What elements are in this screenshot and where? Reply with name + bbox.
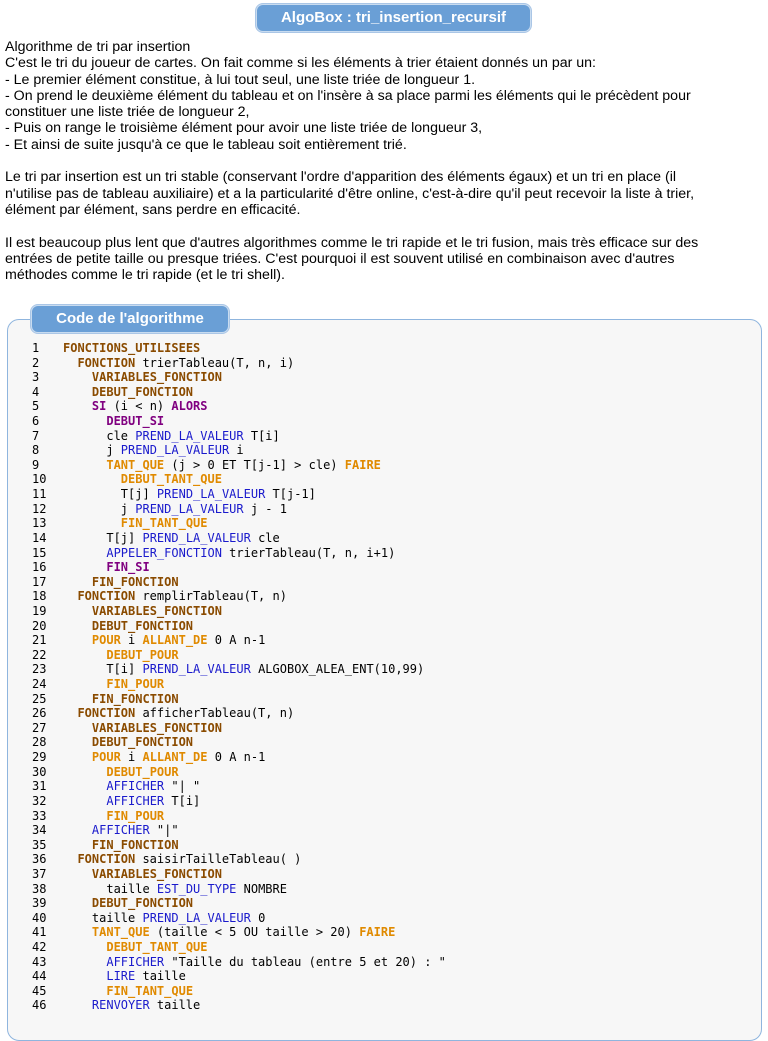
code-text xyxy=(63,385,193,400)
code-token: T[j] xyxy=(106,530,143,545)
code-line xyxy=(0,560,768,575)
code-token: i xyxy=(120,750,143,765)
code-keyword: PREND_LA_VALEUR xyxy=(142,530,251,545)
line-number: 32 xyxy=(32,793,47,808)
line-number: 7 xyxy=(32,428,40,443)
description-line: entrées de petite taille ou presque triées. C'est pourquoi il est souvent utilisé en combinaison avec d'autres xyxy=(5,250,675,267)
code-text xyxy=(63,779,200,794)
code-token: ALGOBOX_ALEA_ENT(10,99) xyxy=(250,662,425,677)
code-text xyxy=(63,414,164,429)
code-line xyxy=(0,955,768,970)
code-token: cle xyxy=(250,530,280,545)
line-number: 1 xyxy=(32,341,40,355)
code-text xyxy=(63,619,193,634)
code-keyword: PREND_LA_VALEUR xyxy=(142,662,251,677)
page-title: AlgoBox : tri_insertion_recursif xyxy=(256,4,531,32)
code-line xyxy=(0,502,768,517)
code-line xyxy=(0,867,768,882)
line-number: 41 xyxy=(32,925,47,940)
code-keyword: VARIABLES_FONCTION xyxy=(91,866,222,881)
code-keyword: VARIABLES_FONCTION xyxy=(91,720,222,735)
code-keyword: APPELER_FONCTION xyxy=(106,545,222,560)
code-keyword: PREND_LA_VALEUR xyxy=(135,428,244,443)
code-text xyxy=(63,911,265,926)
code-text xyxy=(63,531,280,546)
line-number: 43 xyxy=(32,954,47,969)
code-line xyxy=(0,575,768,590)
code-keyword: DEBUT_SI xyxy=(106,414,165,429)
code-keyword: FONCTION xyxy=(77,589,136,604)
code-text xyxy=(63,341,200,356)
code-keyword: PREND_LA_VALEUR xyxy=(142,910,251,925)
line-number: 42 xyxy=(32,939,47,954)
code-keyword: FONCTIONS_UTILISEES xyxy=(63,341,201,355)
code-text xyxy=(63,852,301,867)
code-keyword: EST_DU_TYPE xyxy=(156,881,237,896)
code-text xyxy=(63,604,222,619)
code-token: "Taille du tableau (entre 5 et 20) : " xyxy=(164,954,446,969)
code-keyword: FONCTION xyxy=(77,706,136,721)
line-number: 35 xyxy=(32,837,47,852)
code-text xyxy=(63,648,179,663)
code-text xyxy=(63,502,287,517)
line-number: 28 xyxy=(32,735,47,750)
code-keyword: FIN_SI xyxy=(106,560,150,575)
line-number: 27 xyxy=(32,720,47,735)
code-keyword: PREND_LA_VALEUR xyxy=(135,501,244,516)
line-number: 46 xyxy=(32,998,47,1013)
code-keyword: ALORS xyxy=(171,399,208,414)
code-line xyxy=(0,882,768,897)
line-number: 18 xyxy=(32,589,47,604)
code-line xyxy=(0,633,768,648)
code-line xyxy=(0,472,768,487)
code-keyword: DEBUT_POUR xyxy=(106,647,179,662)
code-text xyxy=(63,940,208,955)
code-text xyxy=(63,984,193,999)
code-keyword: DEBUT_FONCTION xyxy=(91,618,194,633)
code-token: taille xyxy=(149,998,201,1013)
line-number: 16 xyxy=(32,560,47,575)
code-keyword: FONCTION xyxy=(77,852,136,867)
code-text xyxy=(63,955,446,970)
code-text xyxy=(63,823,179,838)
code-keyword: AFFICHER xyxy=(91,823,150,838)
code-line xyxy=(0,779,768,794)
code-token: "|" xyxy=(149,823,179,838)
code-keyword: PREND_LA_VALEUR xyxy=(156,487,266,502)
description-line: n'utilise pas de tableau auxiliaire) et a la particularité d'être online, c'est-à-dire qu'il peut recevoir la liste à trier, xyxy=(5,185,695,202)
line-number: 15 xyxy=(32,545,47,560)
line-number: 33 xyxy=(32,808,47,823)
code-line xyxy=(0,662,768,677)
code-text xyxy=(63,809,164,824)
code-line xyxy=(0,370,768,385)
code-listing xyxy=(0,341,768,1013)
code-token: T[j] xyxy=(120,487,157,502)
line-number: 3 xyxy=(32,370,40,385)
line-number: 40 xyxy=(32,910,47,925)
code-line xyxy=(0,721,768,736)
code-keyword: ALLANT_DE xyxy=(142,633,208,648)
code-token: trierTableau(T, n, i+1) xyxy=(221,545,396,560)
line-number: 4 xyxy=(32,384,40,399)
line-number: 11 xyxy=(32,487,47,502)
code-keyword: FIN_POUR xyxy=(106,677,165,692)
code-keyword: FIN_FONCTION xyxy=(91,691,179,706)
code-text xyxy=(63,721,222,736)
code-line xyxy=(0,692,768,707)
description-line: - Le premier élément constitue, à lui tout seul, une liste triée de longueur 1. xyxy=(5,71,476,88)
code-keyword: POUR xyxy=(91,633,121,648)
code-token: taille xyxy=(91,910,143,925)
code-keyword: DEBUT_TANT_QUE xyxy=(120,472,222,487)
code-keyword: AFFICHER xyxy=(106,954,165,969)
code-text xyxy=(63,794,200,809)
code-text xyxy=(63,487,316,502)
code-token: (taille < 5 OU taille > 20) xyxy=(149,925,360,940)
code-token: afficherTableau(T, n) xyxy=(135,706,295,721)
line-number: 23 xyxy=(32,662,47,677)
code-token: j - 1 xyxy=(243,501,287,516)
code-line xyxy=(0,984,768,999)
line-number: 19 xyxy=(32,603,47,618)
code-line xyxy=(0,385,768,400)
code-text xyxy=(63,399,208,414)
code-line xyxy=(0,487,768,502)
description-line: - Et ainsi de suite jusqu'à ce que le tableau soit entièrement trié. xyxy=(5,136,407,153)
line-number: 30 xyxy=(32,764,47,779)
code-keyword: LIRE xyxy=(106,969,136,984)
code-text xyxy=(63,516,208,531)
code-text xyxy=(63,370,222,385)
line-number: 2 xyxy=(32,355,40,370)
code-line xyxy=(0,706,768,721)
paragraph-gap xyxy=(5,153,765,169)
code-text xyxy=(63,765,179,780)
line-number: 37 xyxy=(32,866,47,881)
code-token: saisirTailleTableau( ) xyxy=(135,852,302,867)
code-line xyxy=(0,911,768,926)
line-number: 22 xyxy=(32,647,47,662)
code-line xyxy=(0,341,768,356)
code-line xyxy=(0,925,768,940)
code-line xyxy=(0,619,768,634)
code-token: T[i] xyxy=(243,428,280,443)
line-number: 38 xyxy=(32,881,47,896)
code-text xyxy=(63,896,193,911)
code-token: T[i] xyxy=(106,662,143,677)
code-text xyxy=(63,969,186,984)
code-text xyxy=(63,429,280,444)
code-token: 0 A n-1 xyxy=(207,750,266,765)
code-text xyxy=(63,998,200,1013)
line-number: 17 xyxy=(32,574,47,589)
line-number: 26 xyxy=(32,706,47,721)
code-line xyxy=(0,443,768,458)
code-line xyxy=(0,648,768,663)
code-text xyxy=(63,356,294,371)
code-token: cle xyxy=(106,428,136,443)
code-token: remplirTableau(T, n) xyxy=(135,589,287,604)
code-line xyxy=(0,838,768,853)
paragraph-gap xyxy=(5,218,765,234)
code-line xyxy=(0,414,768,429)
description-line: Le tri par insertion est un tri stable (conservant l'ordre d'apparition des éléments égaux) et un tri en place (il xyxy=(5,169,677,186)
code-keyword: ALLANT_DE xyxy=(142,750,208,765)
description-line: méthodes comme le tri rapide (et le tri shell). xyxy=(5,267,285,284)
code-text xyxy=(63,677,164,692)
code-keyword: DEBUT_TANT_QUE xyxy=(106,939,208,954)
code-text xyxy=(63,750,265,765)
description-line: élément par élément, sans perdre en efficacité. xyxy=(5,201,301,218)
code-keyword: FAIRE xyxy=(359,925,396,940)
code-keyword: FIN_TANT_QUE xyxy=(106,983,194,998)
code-keyword: DEBUT_FONCTION xyxy=(91,735,194,750)
code-keyword: AFFICHER xyxy=(106,793,165,808)
code-keyword: FIN_TANT_QUE xyxy=(120,516,208,531)
code-line xyxy=(0,516,768,531)
line-number: 14 xyxy=(32,530,47,545)
description-line: Algorithme de tri par insertion xyxy=(5,39,191,55)
description-line: - Puis on range le troisième élément pour avoir une liste triée de longueur 3, xyxy=(5,120,483,137)
code-keyword: DEBUT_POUR xyxy=(106,764,179,779)
code-text xyxy=(63,838,179,853)
line-number: 24 xyxy=(32,677,47,692)
code-keyword: FAIRE xyxy=(344,457,381,472)
code-keyword: FIN_FONCTION xyxy=(91,837,179,852)
code-keyword: VARIABLES_FONCTION xyxy=(91,603,222,618)
code-line xyxy=(0,765,768,780)
code-keyword: RENVOYER xyxy=(91,998,150,1013)
description-line: C'est le tri du joueur de cartes. On fait comme si les éléments à trier étaient donnés un par un: xyxy=(5,55,596,72)
code-keyword: POUR xyxy=(91,750,121,765)
line-number: 29 xyxy=(32,750,47,765)
code-token: (j > 0 ET T[j-1] > cle) xyxy=(164,457,345,472)
code-line xyxy=(0,677,768,692)
code-keyword: SI xyxy=(91,399,107,414)
line-number: 36 xyxy=(32,852,47,867)
code-token: T[i] xyxy=(164,793,201,808)
code-text xyxy=(63,735,193,750)
code-section-title: Code de l'algorithme xyxy=(31,305,229,333)
code-token: taille xyxy=(106,881,157,896)
code-text xyxy=(63,589,287,604)
code-line xyxy=(0,399,768,414)
code-keyword: AFFICHER xyxy=(106,779,165,794)
line-number: 5 xyxy=(32,399,40,414)
line-number: 8 xyxy=(32,443,40,458)
line-number: 13 xyxy=(32,516,47,531)
code-text xyxy=(63,706,294,721)
code-line xyxy=(0,998,768,1013)
line-number: 9 xyxy=(32,457,40,472)
code-text xyxy=(63,472,222,487)
code-keyword: FIN_POUR xyxy=(106,808,165,823)
code-token: taille xyxy=(135,969,186,984)
code-line xyxy=(0,940,768,955)
code-line xyxy=(0,735,768,750)
description-line: constituer une liste triée de longueur 2, xyxy=(5,104,250,121)
line-number: 34 xyxy=(32,823,47,838)
code-token: 0 xyxy=(250,910,266,925)
line-number: 12 xyxy=(32,501,47,516)
code-keyword: TANT_QUE xyxy=(106,457,165,472)
code-line xyxy=(0,531,768,546)
code-token: 0 A n-1 xyxy=(207,633,266,648)
code-line xyxy=(0,750,768,765)
description-line: Il est beaucoup plus lent que d'autres algorithmes comme le tri rapide et le tri fusion, mais très efficace sur des xyxy=(5,234,699,251)
code-line xyxy=(0,896,768,911)
code-keyword: TANT_QUE xyxy=(91,925,150,940)
code-text xyxy=(63,546,395,561)
code-line xyxy=(0,969,768,984)
code-keyword: FONCTION xyxy=(77,355,136,370)
description-line: - On prend le deuxième élément du tableau et on l'insère à sa place parmi les éléments qui le précèdent pour xyxy=(5,87,691,104)
code-text xyxy=(63,882,287,897)
code-keyword: DEBUT_FONCTION xyxy=(91,896,194,911)
line-number: 25 xyxy=(32,691,47,706)
line-number: 20 xyxy=(32,618,47,633)
code-text xyxy=(63,560,150,575)
code-line xyxy=(0,356,768,371)
code-token: j xyxy=(120,501,136,516)
code-token: i xyxy=(120,633,143,648)
code-text xyxy=(63,575,179,590)
code-text xyxy=(63,692,179,707)
algorithm-description xyxy=(5,39,765,283)
line-number: 6 xyxy=(32,414,40,429)
code-token: (i < n) xyxy=(106,399,172,414)
line-number: 45 xyxy=(32,983,47,998)
line-number: 44 xyxy=(32,969,47,984)
code-text xyxy=(63,662,424,677)
line-number: 10 xyxy=(32,472,47,487)
code-token: NOMBRE xyxy=(236,881,287,896)
line-number: 31 xyxy=(32,779,47,794)
code-line xyxy=(0,604,768,619)
code-line xyxy=(0,546,768,561)
code-token: T[j-1] xyxy=(265,487,316,502)
code-text xyxy=(63,443,244,458)
code-line xyxy=(0,794,768,809)
code-line xyxy=(0,589,768,604)
code-token: "| " xyxy=(164,779,201,794)
code-keyword: DEBUT_FONCTION xyxy=(91,384,194,399)
code-line xyxy=(0,458,768,473)
code-keyword: FIN_FONCTION xyxy=(91,574,179,589)
code-token: i xyxy=(229,443,244,458)
code-text xyxy=(63,925,395,940)
line-number: 21 xyxy=(32,633,47,648)
code-keyword: VARIABLES_FONCTION xyxy=(91,370,222,385)
code-line xyxy=(0,823,768,838)
line-number: 39 xyxy=(32,896,47,911)
code-text xyxy=(63,633,265,648)
code-line xyxy=(0,809,768,824)
code-text xyxy=(63,458,381,473)
code-line xyxy=(0,852,768,867)
code-keyword: PREND_LA_VALEUR xyxy=(120,443,230,458)
code-text xyxy=(63,867,222,882)
code-token: j xyxy=(106,443,121,458)
code-token: trierTableau(T, n, i) xyxy=(135,355,295,370)
code-line xyxy=(0,429,768,444)
